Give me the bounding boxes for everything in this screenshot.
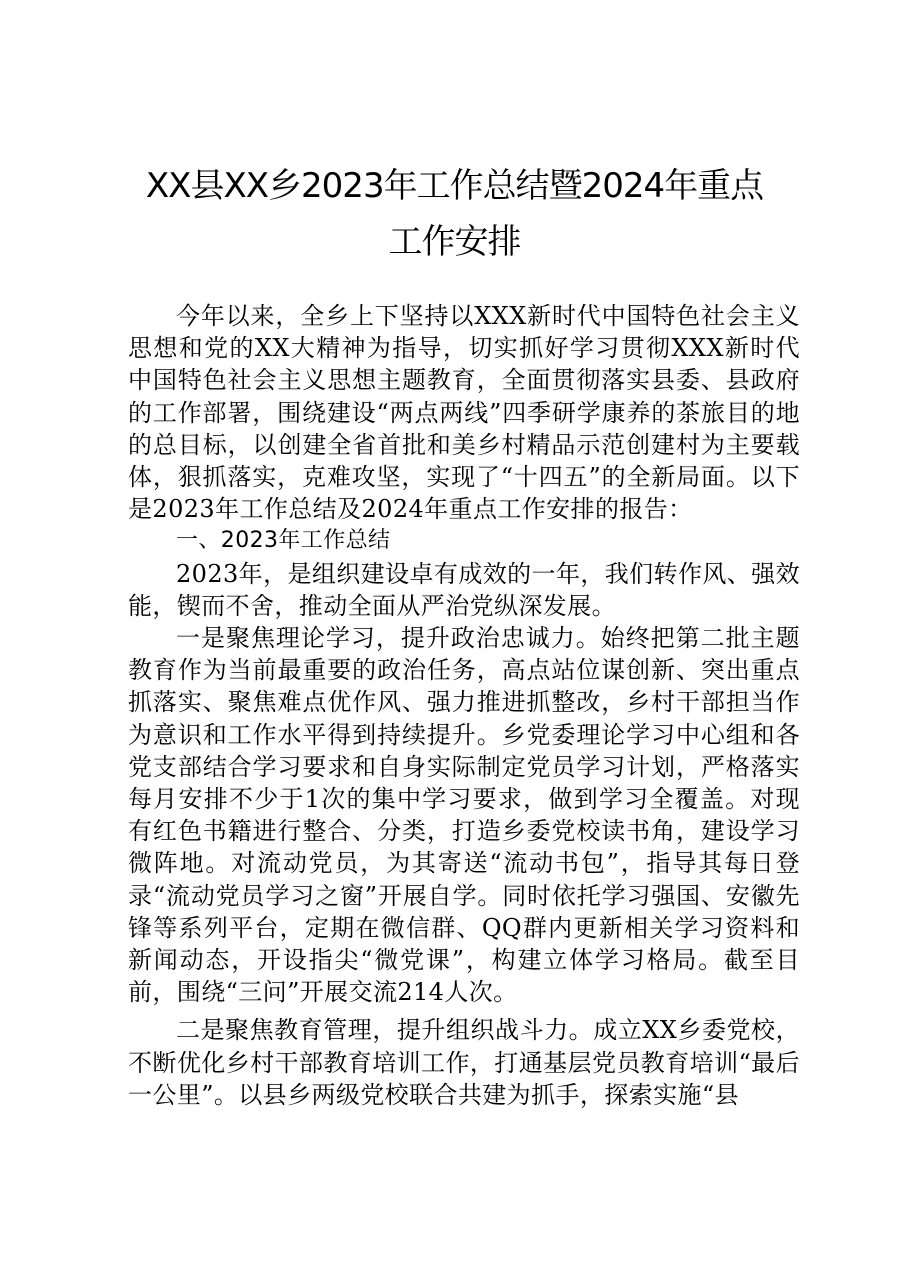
section-heading: 一、2023年工作总结	[176, 528, 391, 554]
intro-paragraph: 今年以来，全乡上下坚持以XXX新时代中国特色社会主义思想和党的XX大精神为指导，切实抓好学习贯彻XXX新时代中国特色社会主义思想主题教育，全面贯彻落实县委、县政府的工作部署，围绕建设“两点两线”四季研学康养的茶旅目的地的总目标，以创建全省首批和美乡村精品示范创建村为主要载体，狠抓落实，克难攻坚，实现了“十四五”的全新局面。以下是2023年工作总结及2024年重点工作安排的报告：	[128, 302, 800, 524]
document-title-line-2: 工作安排	[388, 222, 521, 262]
theory-study-paragraph: 一是聚焦理论学习，提升政治忠诚力。始终把第二批主题教育作为当前最重要的政治任务，高点站位谋创新、突出重点抓落实、聚焦难点优作风、强力推进抓整改，乡村干部担当作为意识和工作水平得到持续提升。乡党委理论学习中心组和各党支部结合学习要求和自身实际制定党员学习计划，严格落实每月安排不少于1次的集中学习要求，做到学习全覆盖。对现有红色书籍进行整合、分类，打造乡委党校读书角，建设学习微阵地。对流动党员，为其寄送“流动书包”，指导其每日登录“流动党员学习之窗”开展自学。同时依托学习强国、安徽先锋等系列平台，定期在微信群、QQ群内更新相关学习资料和新闻动态，开设指尖“微党课”，构建立体学习格局。截至目前，围绕“三问”开展交流214人次。	[128, 624, 800, 1007]
document-title-line-1: XX县XX乡2023年工作总结暨2024年重点	[145, 166, 764, 206]
document-body	[128, 300, 800, 1111]
education-management-paragraph: 二是聚焦教育管理，提升组织战斗力。成立XX乡委党校，不断优化乡村干部教育培训工作，打通基层党员教育培训“最后一公里”。以县乡两级党校联合共建为抓手，探索实施“县	[128, 1016, 800, 1109]
summary-paragraph: 2023年，是组织建设卓有成效的一年，我们转作风、强效能，锲而不舍，推动全面从严治党纵深发展。	[128, 559, 800, 620]
